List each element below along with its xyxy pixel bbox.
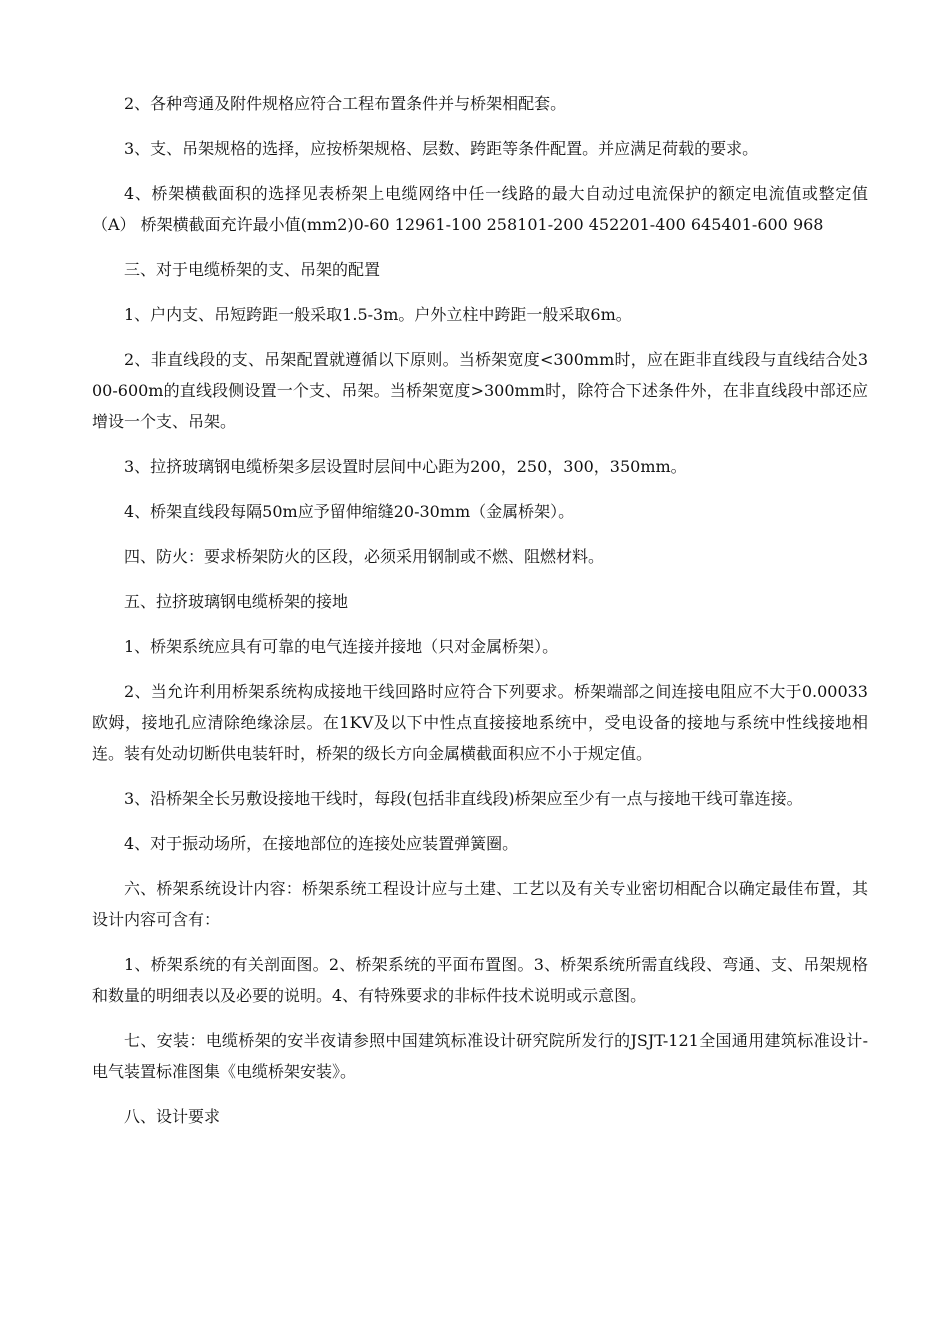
paragraph-grounding-requirements: 2、当允许利用桥架系统构成接地干线回路时应符合下列要求。桥架端部之间连接电阻应不大于0.00033欧姆，接地孔应清除绝缘涂层。在1KV及以下中性点直接接地系统中，受电设备的接地与系统中性线接地相连。装有处动切断供电装轩时，桥架的级长方向金属横截面积应不小于规定值。 xyxy=(92,682,868,763)
paragraph-design-items: 1、桥架系统的有关剖面图。2、桥架系统的平面布置图。3、桥架系统所需直线段、弯通、支、吊架规格和数量的明细表以及必要的说明。4、有特殊要求的非标件技术说明或示意图。 xyxy=(92,955,868,1005)
paragraph-span-distance: 1、户内支、吊短跨距一般采取1.5-3m。户外立柱中跨距一般采取6m。 xyxy=(124,305,632,324)
heading-design-content: 六、桥架系统设计内容：桥架系统工程设计应与土建、工艺以及有关专业密切相配合以确定最佳布置，其设计内容可含有： xyxy=(92,879,868,929)
paragraph-support-spec: 3、支、吊架规格的选择，应按桥架规格、层数、跨距等条件配置。并应满足荷载的要求。 xyxy=(124,139,759,158)
heading-installation: 七、安装：电缆桥架的安半夜请参照中国建筑标准设计研究院所发行的JSJT-121全国通用建筑标准设计-电气装置标准图集《电缆桥架安装》。 xyxy=(92,1031,868,1081)
heading-grounding: 五、拉挤玻璃钢电缆桥架的接地 xyxy=(124,592,349,611)
heading-fire-protection: 四、防火：要求桥架防火的区段，必须采用钢制或不燃、阻燃材料。 xyxy=(124,547,605,566)
paragraph-grounding-connection: 1、桥架系统应具有可靠的电气连接并接地（只对金属桥架）。 xyxy=(124,637,559,656)
heading-support-config: 三、对于电缆桥架的支、吊架的配置 xyxy=(124,260,381,279)
heading-design-requirements: 八、设计要求 xyxy=(124,1107,221,1126)
paragraph-cross-section: 4、桥架横截面积的选择见表桥架上电缆网络中任一线路的最大自动过电流保护的额定电流值或整定值（A） 桥架横截面充许最小值(mm2)0-60 12961-100 258101-200 452201-400 645401-600 968 xyxy=(92,184,868,234)
paragraph-grounding-trunk: 3、沿桥架全长另敷设接地干线时，每段(包括非直线段)桥架应至少有一点与接地干线可靠连接。 xyxy=(124,789,803,808)
paragraph-fittings-spec: 2、各种弯通及附件规格应符合工程布置条件并与桥架相配套。 xyxy=(124,94,567,113)
paragraph-layer-spacing: 3、拉挤玻璃钢电缆桥架多层设置时层间中心距为200，250，300，350mm。 xyxy=(124,457,687,476)
paragraph-expansion-joint: 4、桥架直线段每隔50m应予留伸缩缝20-30mm（金属桥架）。 xyxy=(124,502,575,521)
paragraph-non-straight-support: 2、非直线段的支、吊架配置就遵循以下原则。当桥架宽度<300mm时，应在距非直线段与直线结合处300-600m的直线段侧设置一个支、吊架。当桥架宽度>300mm时，除符合下述条件外，在非直线段中部还应增设一个支、吊架。 xyxy=(92,350,868,431)
paragraph-vibration: 4、对于振动场所，在接地部位的连接处应装置弹簧圈。 xyxy=(124,834,519,853)
